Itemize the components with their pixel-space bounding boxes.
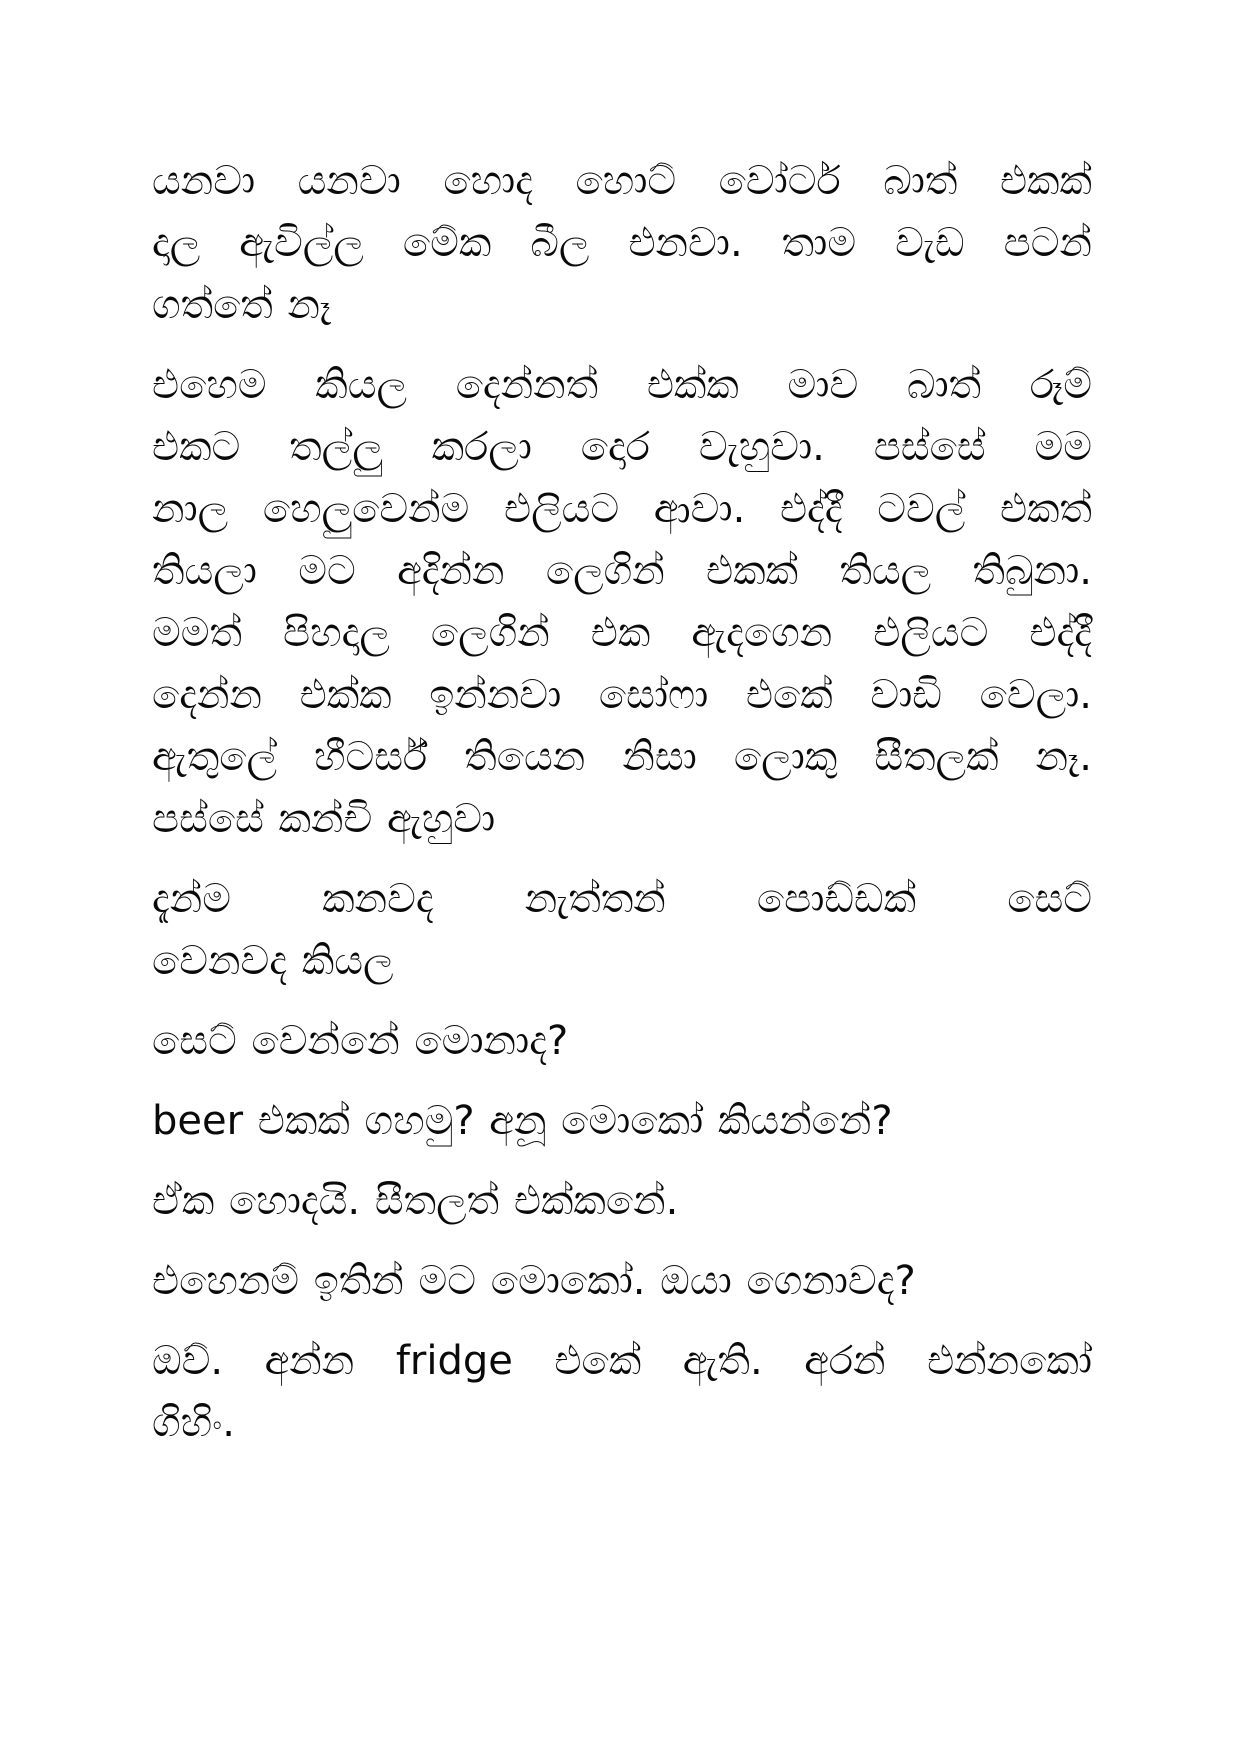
text-line: මමත් පිහදාල ලෙගින් එක ඇදගෙන එලියට එද්දී — [152, 610, 1092, 656]
text-line: දාල ඇවිල්ල මේක බීල එනවා. තාම වැඩ පටන් — [152, 220, 1092, 266]
text-line: වෙනවද කියල — [152, 938, 394, 984]
text-line: තියලා මට අදින්න ලෙගින් එකක් තියල තිබුනා. — [152, 548, 1092, 594]
paragraph-7 — [152, 1250, 1092, 1312]
text-line: දෙන්න එක්ක ඉන්නවා සෝෆා එකේ වාඩි වෙලා. — [152, 672, 1092, 718]
paragraph-3 — [152, 868, 1092, 992]
paragraph-6 — [152, 1170, 1092, 1232]
paragraph-8 — [152, 1330, 1092, 1454]
paragraph-1 — [152, 150, 1092, 336]
text-line: ගත්තේ නෑ — [152, 282, 332, 328]
text-line: සෙට් වෙන්නේ මොනාද? — [152, 1018, 569, 1064]
text-line: යනවා යනවා හොද හොට් වෝටර් බාත් එකක් — [152, 158, 1092, 204]
text-line: ඒක හොදයි. සීතලත් එක්කනේ. — [152, 1178, 679, 1224]
text-line: ඔව්. අන්න fridge එකේ ඇති. අරන් එන්නකෝ — [152, 1338, 1092, 1384]
paragraph-2 — [152, 354, 1092, 850]
text-line: පස්සේ කන්චි ඇහුවා — [152, 796, 496, 842]
text-line: එකට තල්ලු කරලා දොර වැහුවා. පස්සේ මම — [152, 424, 1092, 470]
text-line: ඇතුලේ හීටර්ස් තියෙන නිසා ලොකු සීතලක් නෑ. — [152, 734, 1092, 780]
text-line: එහෙනම් ඉතින් මට මොකෝ. ඔයා ගෙනාවද? — [152, 1258, 916, 1304]
document-body — [152, 150, 1092, 1472]
text-line: beer එකක් ගහමු? අනූ මොකෝ කියන්නේ? — [152, 1098, 893, 1144]
text-line: ගිහිං. — [152, 1400, 235, 1446]
text-line: දැන්ම කනවද නැත්තන් පොඩ්ඩක් සෙට් — [152, 876, 1092, 922]
text-line: නාල හෙලුවෙන්ම එලියට ආවා. එද්දී ටවල් එකත් — [152, 486, 1092, 532]
paragraph-5 — [152, 1090, 1092, 1152]
paragraph-4 — [152, 1010, 1092, 1072]
text-line: එහෙම කියල දෙන්නත් එක්ක මාව බාත් රූම් — [152, 362, 1092, 408]
